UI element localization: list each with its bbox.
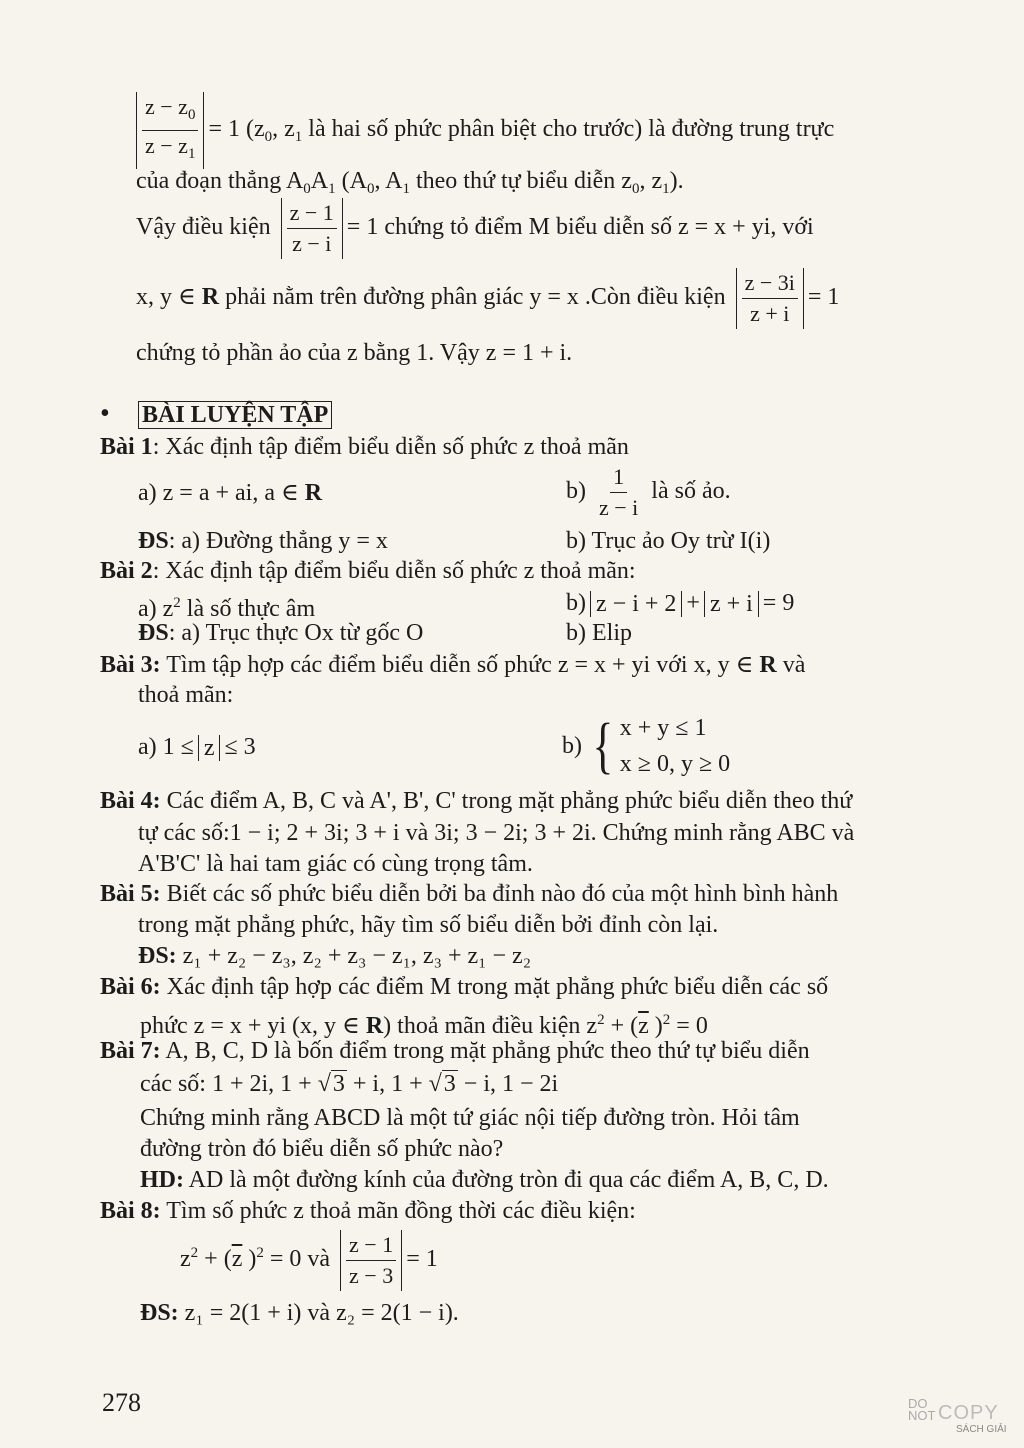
bai7-line3: Chứng minh rằng ABCD là một tứ giác nội tiếp đường tròn. Hỏi tâm — [140, 1105, 800, 1131]
intro-line-3: Vậy điều kiện $\frac{z - 1}{z - i}$ = 1 chứng tỏ điểm M biểu diễn số z = x + yi, với — [136, 198, 814, 259]
bai5-line1: Bài 5: Biết các số phức biểu diễn bởi ba đỉnh nào đó của một hình bình hành — [100, 881, 839, 907]
bai5-line2: trong mặt phẳng phức, hãy tìm số biểu diễn bởi đỉnh còn lại. — [138, 912, 719, 938]
page-number: 278 — [102, 1388, 141, 1417]
section-title: BÀI LUYỆN TẬP — [138, 400, 332, 430]
bai6-line2: phức z = x + yi (x, y ∈ R) thoả mãn điều kiện $z^2 + (\overline{z}$ )$^2$ = 0 — [140, 1012, 708, 1039]
bai5-answer: ĐS: z₁ + z₂ − z₃, z₂ + z₃ − z₁, z₃ + z₁ − z₂ — [138, 943, 532, 969]
intro-line-5: chứng tỏ phần ảo của z bằng 1. Vậy z = 1 + i. — [136, 340, 573, 366]
bai2-answer-b: b) Elip — [566, 620, 632, 646]
bai2-b: b) z − i + 2 + z + i = 9 — [566, 590, 795, 618]
bai7-line1: Bài 7: A, B, C, D là bốn điểm trong mặt phẳng phức theo thứ tự biểu diễn — [100, 1038, 810, 1064]
bai1-b: b) $\frac{1}{z - i}$ là số ảo. — [566, 464, 731, 520]
bai1-heading: Bài 1: Xác định tập điểm biểu diễn số phức z thoả mãn — [100, 434, 629, 460]
bai8-formula: $z^2 + (\overline{z}$ )$^2$ = 0 và $\frac{z - 1}{z - 3}$ = 1 — [180, 1230, 438, 1291]
watermark-logo: DO NOT COPY SÁCH GIẢI — [908, 1396, 1007, 1435]
bai2-answer-a: ĐS: a) Trục thực Ox từ gốc O — [138, 620, 424, 646]
abs-fraction: $\frac{z - 3i}{z + i}$ — [736, 268, 804, 329]
bai1-answer-a: ĐS: a) Đường thẳng y = x — [138, 528, 388, 554]
bai3-heading: Bài 3: Tìm tập hợp các điểm biểu diễn số phức z = x + yi với x, y ∈ R và — [100, 652, 806, 678]
bai3-line2: thoả mãn: — [138, 682, 234, 708]
intro-line-4: x, y ∈ R phải nằm trên đường phân giác y = x .Còn điều kiện $\frac{z - 3i}{z + i}$ = 1 — [136, 268, 839, 329]
bai2-heading: Bài 2: Xác định tập điểm biểu diễn số phức z thoả mãn: — [100, 558, 636, 584]
brace-icon: { — [592, 712, 614, 780]
intro-line-1: $\frac{z - z_0}{z - z_1}$ = 1 ($z_0$, $z_1$ là hai số phức phân biệt cho trước) là đường trung trực — [136, 92, 834, 169]
abs-fraction: $\frac{z - z_0}{z - z_1}$ — [136, 92, 204, 169]
bai2-a: a) $z^2$ là số thực âm — [138, 595, 316, 622]
bai3-a: a) 1 ≤ z ≤ 3 — [138, 734, 256, 762]
bai1-a: a) z = a + ai, a ∈ R — [138, 480, 323, 506]
bai6-line1: Bài 6: Xác định tập hợp các điểm M trong mặt phẳng phức biểu diễn các số — [100, 974, 829, 1000]
bai7-line2: các số: 1 + 2i, 1 + √3 + i, 1 + √3 − i, 1 − 2i — [140, 1071, 559, 1097]
bai4-line3: A'B'C' là hai tam giác có cùng trọng tâm. — [138, 851, 533, 877]
bai4-line2: tự các số:1 − i; 2 + 3i; 3 + i và 3i; 3 − 2i; 3 + 2i. Chứng minh rằng ABC và — [138, 820, 855, 846]
bai4-line1: Bài 4: Các điểm A, B, C và A', B', C' trong mặt phẳng phức biểu diễn theo thứ — [100, 788, 853, 814]
bai1-answer-b: b) Trục ảo Oy trừ I(i) — [566, 528, 771, 554]
intro-line-2: của đoạn thẳng $A_0A_1$ ($A_0$, $A_1$ theo thứ tự biểu diễn $z_0$, $z_1$). — [136, 168, 684, 197]
bai3-b: b) { x + y ≤ 1 x ≥ 0, y ≥ 0 — [562, 712, 731, 780]
bai7-line4: đường tròn đó biểu diễn số phức nào? — [140, 1136, 504, 1162]
bai8-answer: ĐS: z₁ = 2(1 + i) và z₂ = 2(1 − i). — [140, 1300, 459, 1326]
abs-fraction: $\frac{z - 1}{z - i}$ — [281, 198, 343, 259]
bullet-icon: • — [100, 398, 110, 429]
abs-fraction: $\frac{z - 1}{z - 3}$ — [340, 1230, 402, 1291]
bai7-hint: HD: AD là một đường kính của đường tròn đi qua các điểm A, B, C, D. — [140, 1167, 829, 1193]
bai8-line1: Bài 8: Tìm số phức z thoả mãn đồng thời các điều kiện: — [100, 1198, 636, 1224]
